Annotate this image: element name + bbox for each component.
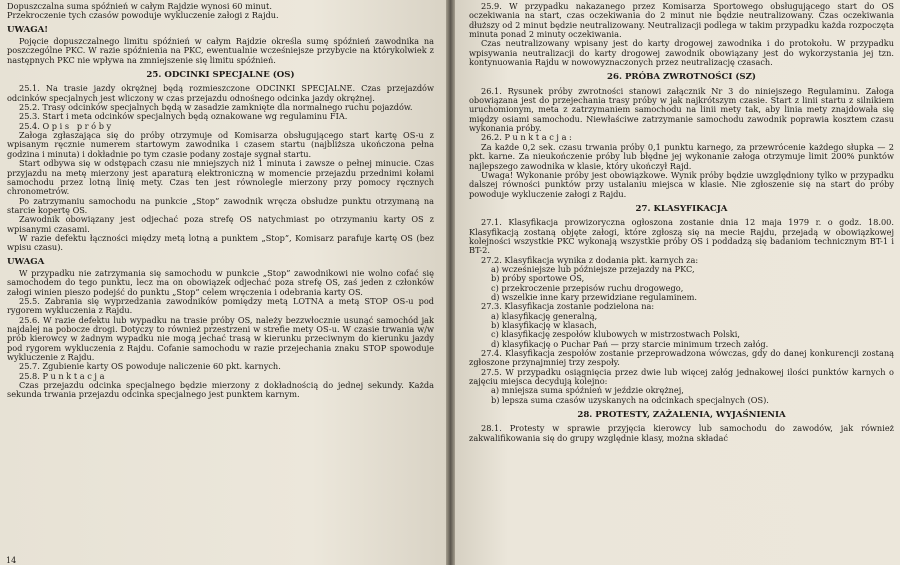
section-25-title: 25. ODCINKI SPECJALNE (OS) (146, 70, 295, 81)
spaced-heading: Opis próby (42, 120, 114, 131)
section-26-title: 26. PRÓBA ZWROTNOŚCI (SZ) (607, 72, 756, 83)
list-item: a) klasyfikację generalną, (491, 310, 598, 321)
book-gutter (446, 0, 455, 565)
paragraph-25-8-text: Czas przejazdu odcinka specjalnego będzie mierzony z dokładnością do jednej sekundy. Każda sekunda trwania przejazdu odcinka specjalnego jest punktem karnym. (7, 380, 434, 400)
list-27-3 (469, 312, 894, 349)
intro-line-2: Przekroczenie tych czasów powoduje wykluczenie załogi z Rajdu. (7, 10, 279, 21)
right-page (455, 0, 900, 565)
uwaga-text-1: Pojęcie dopuszczalnego limitu spóźnień w całym Rajdzie określa sumę spóźnień zawodnika na poszczególne PKC. W razie spóźnienia na PKC, ewentualnie wcześniejsze przybycie na którykolwiek z następnych PKC nie wpływa na zmniejszenie się limitu spóźnień. (7, 36, 434, 65)
paragraph-number: 26.2. (481, 132, 502, 143)
list-item: d) wszelkie inne kary przewidziane regulaminem. (491, 291, 698, 302)
paragraph-27-2: 27.2. Klasyfikacja wynika z dodania pkt. karnych za: (481, 254, 699, 265)
paragraph-26-2-uwaga: Uwaga! Wykonanie próby jest obowiązkowe. Wynik próby będzie uwzględniony tylko w przypadku dalszej równości punktów przy ustalaniu miejsca w klasie. Nie zgłoszenie się na start do próby powoduje wykluczenie załogi z Rajdu. (469, 169, 894, 199)
paragraph-27-1: 27.1. Klasyfikacja prowizoryczna ogłoszona zostanie dnia 12 maja 1979 r. o godz. 18.00. Klasyfikacją zostaną objęte załogi, które zgłoszą się na mecie Rajdu, przejadą w obowiązkowej kolejności wszystkie PKC wykonają wszystkie próby OS i poddadzą się badaniom technicznym BT-1 i BT-2. (469, 217, 894, 256)
paragraph-25-1: 25.1. Na trasie jazdy okrężnej będą rozmieszczone ODCINKI SPECJALNE. Czas przejazdów odcinków specjalnych jest wliczony w czas przejazdu odnośnego odcinka jazdy okrężnej. (7, 83, 434, 103)
uwaga-text-2: W przypadku nie zatrzymania się samochodu w punkcie „Stop” zawodnikowi nie wolno cofać się samochodem do tego punktu, lecz ma on obowiązek odjechać poza strefę OS, zaś jeden z członków załogi winien pieszo podejść do punktu „Stop” celem wręczenia i odebrania karty OS. (7, 267, 434, 297)
paragraph-25-4-d: Zawodnik obowiązany jest odjechać poza strefę OS natychmiast po otrzymaniu karty OS z wpisanymi czasami. (7, 214, 434, 234)
list-item: d) klasyfikację o Puchar Pań — przy starcie minimum trzech załóg. (491, 338, 769, 349)
list-item: a) mniejsza suma spóźnień w jeździe okrężnej, (491, 385, 684, 396)
list-item: b) próby sportowe OS, (491, 273, 585, 284)
list-27-5 (469, 386, 894, 405)
list-item: b) klasyfikację w klasach, (491, 320, 597, 330)
paragraph-25-4-e: W razie defektu łączności między metą lotną a punktem „Stop”, Komisarz parafuje kartę OS (bez wpisu czasu). (7, 232, 434, 253)
spaced-heading: Punktacja: (504, 132, 575, 143)
paragraph-26-1: 26.1. Rysunek próby zwrotności stanowi załącznik Nr 3 do niniejszego Regulaminu. Załoga obowiązana jest do przejechania trasy próby w jak najkrótszym czasie. Start z linii startu z silnikiem uruchomionym, meta z zatrzymaniem samochodu na linii mety tak, aby linia mety znajdowała się między osiami samochodu. Niewłaściwe zatrzymanie samochodu zawodnik poprawia kosztem czasu wykonania próby. (469, 85, 894, 134)
uwaga-heading-2: UWAGA (7, 256, 45, 267)
list-item: a) wcześniejsze lub późniejsze przejazdy na PKC, (491, 263, 695, 274)
section-27-title: 27. KLASYFIKACJA (635, 203, 728, 214)
paragraph-25-4-b: Start odbywa się w odstępach czasu nie mniejszych niż 1 minuta i zawsze o pełnej minucie. Czas przyjazdu na metę mierzony jest aparaturą elektroniczną w momencie przejazdu przednimi kołami samochodu przez lotną linię mety. Czas ten jest równolegle mierzony przy pomocy ręcznych chronometrów. (7, 158, 434, 197)
list-item: c) klasyfikację zespołów klubowych w mistrzostwach Polski, (491, 329, 740, 340)
paragraph-number: 25.4. (19, 120, 40, 131)
paragraph-25-9-b: Czas neutralizowany wpisany jest do karty drogowej zawodnika i do protokołu. W przypadku wpisywania neutralizacji do karty drogowej zawodnik obowiązany jest do wykorzystania jej tzn. kontynuowania Rajdu w nowowyznaczonych przez neutralizację czasach. (469, 38, 894, 68)
paragraph-25-3: 25.3. Start i meta odcinków specjalnych będą oznakowane wg regulaminu FIA. (19, 111, 348, 122)
paragraph-27-5: 27.5. W przypadku osiągnięcia przez dwie lub więcej załóg jednakowej ilości punktów karnych o zajęciu miejsca decydują kolejno: (469, 366, 894, 387)
list-item: c) przekroczenie przepisów ruchu drogowego, (491, 282, 684, 293)
left-page (0, 0, 446, 565)
paragraph-27-4: 27.4. Klasyfikacja zespołów zostanie przeprowadzona wówczas, gdy do danej konkurencji zostaną zgłoszone przynajmniej trzy zespoły. (469, 348, 894, 368)
spaced-heading: Punktacja (42, 370, 108, 381)
paragraph-number: 25.8. (19, 370, 40, 381)
intro-line-1: Dopuszczalna suma spóźnień w całym Rajdzie wynosi 60 minut. (7, 1, 272, 11)
paragraph-25-5: 25.5. Zabrania się wyprzedzania zawodników pomiędzy metą LOTNA a metą STOP OS-u pod rygorem wykluczenia z Rajdu. (7, 295, 434, 316)
paragraph-25-7: 25.7. Zgubienie karty OS powoduje naliczenie 60 pkt. karnych. (19, 361, 281, 372)
page-number: 14 (6, 555, 17, 565)
section-28-title: 28. PROTESTY, ZAŻALENIA, WYJAŚNIENIA (577, 410, 786, 421)
uwaga-heading-1: UWAGA! (7, 24, 49, 35)
paragraph-27-3: 27.3. Klasyfikacja zostanie podzielona na: (481, 301, 655, 312)
paragraph-26-2-text: Za każde 0,2 sek. czasu trwania próby 0,1 punktu karnego, za przewrócenie każdego słupka — 2 pkt. karne. Za nieukończenie próby lub błędne jej wykonanie załoga otrzymuje limit 200% punktów najlepszego zawodnika w klasie, który ukończył Rajd. (469, 141, 894, 171)
paragraph-25-6: 25.6. W razie defektu lub wypadku na trasie próby OS, należy bezzwłocznie usunąć samochód jak najdalej na pobocze drogi. Dotyczy to również przestrzeni w strefie mety OS-u. W czasie trwania w/w prób kierowcy w żadnym wypadku nie mogą jechać trasą w kierunku przeciwnym do kierunku jazdy pod rygorem wykluczenia z Rajdu. Cofanie samochodu w razie przejechania znaku STOP spowoduje wykluczenie z Rajdu. (7, 314, 434, 363)
paragraph-28-1: 28.1. Protesty w sprawie przyjęcia kierowcy lub samochodu do zawodów, jak również zakwalifikowania się do grupy względnie klasy, można składać (469, 423, 894, 443)
paragraph-25-4-a: Załoga zgłaszająca się do próby otrzymuje od Komisarza obsługującego start kartę OS-u z wpisanym ręcznie numerem startowym zawodnika i czasem startu (najbliższa ukończona pełna godzina i minuta) i dokładnie po tym czasie podany zostaje sygnał startu. (7, 130, 434, 159)
list-item: b) lepsza suma czasów uzyskanych na odcinkach specjalnych (OS). (491, 394, 769, 405)
paragraph-25-4-c: Po zatrzymaniu samochodu na punkcie „Stop” zawodnik wręcza obsłudze punktu otrzymaną na starcie kopertę OS. (7, 195, 434, 215)
list-27-2 (469, 265, 894, 302)
paragraph-25-2: 25.2. Trasy odcinków specjalnych będą w zasadzie zamknięte dla normalnego ruchu pojazdów. (19, 102, 413, 113)
paragraph-25-9: 25.9. W przypadku nakazanego przez Komisarza Sportowego obsługującego start do OS oczekiwania na start, czas oczekiwania do 2 minut nie będzie neutralizowany. Czas oczekiwania dłuższy od 2 minut będzie neutralizowany. Neutralizacji podlega w takim przypadku każda rozpoczęta minuta ponad 2 minuty oczekiwania. (469, 1, 894, 40)
